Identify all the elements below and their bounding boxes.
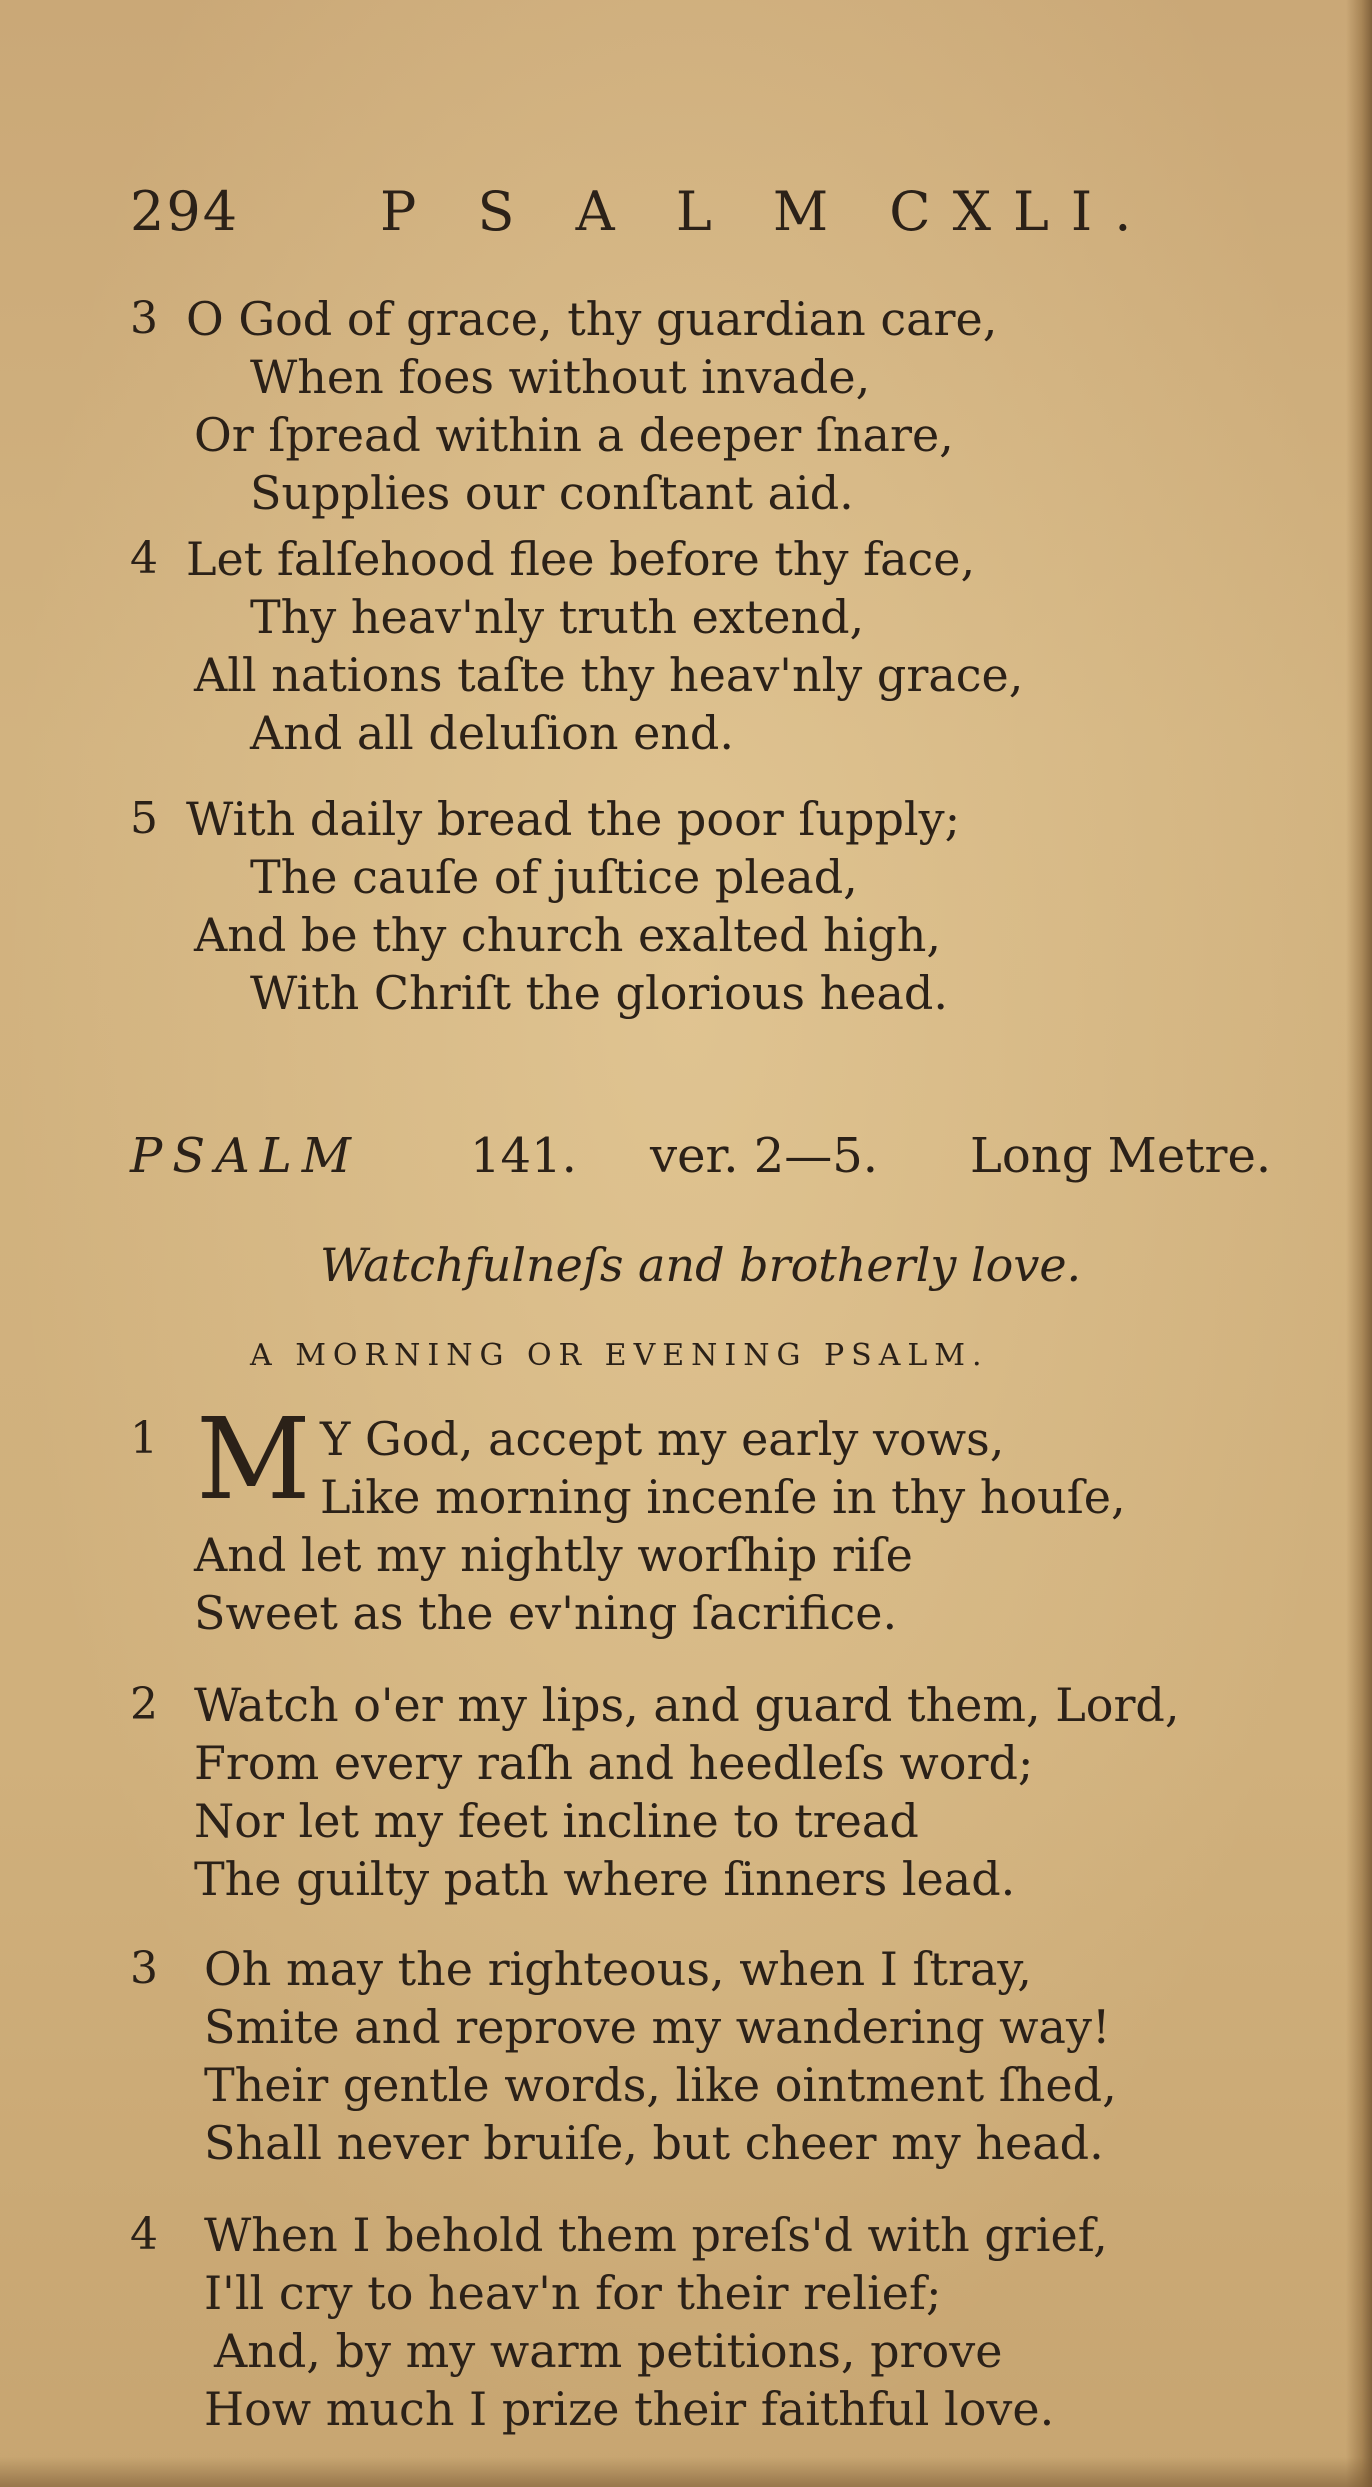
stanza-line: Watch o'er my lips, and guard them, Lord, — [194, 1678, 1180, 1732]
stanza-number: 5 — [130, 793, 158, 844]
stanza-number: 2 — [130, 1679, 158, 1730]
stanza-line: When I behold them preſs'd with grief, — [204, 2208, 1108, 2262]
stanza-line: From every raſh and heedleſs word; — [194, 1736, 1034, 1790]
stanza-line: Shall never bruiſe, but cheer my head. — [204, 2116, 1104, 2170]
stanza-line: Their gentle words, like ointment ſhed, — [204, 2058, 1117, 2112]
psalm-subtitle: Watchfulneſs and brotherly love. — [320, 1238, 1082, 1292]
psalm-number: 141. — [470, 1128, 577, 1184]
stanza-line: How much I prize their faithful love. — [204, 2382, 1055, 2436]
psalm-heading — [130, 1128, 1310, 1198]
stanza-line: The cauſe of juſtice plead, — [250, 850, 858, 904]
stanza-line: Let falſehood flee before thy face, — [186, 532, 976, 586]
stanza-line: Sweet as the ev'ning ſacrifice. — [194, 1586, 898, 1640]
stanza-number: 3 — [130, 293, 158, 344]
page-edge-shadow — [1346, 0, 1372, 2487]
stanza-line: Thy heav'nly truth extend, — [250, 590, 865, 644]
stanza-line: The guilty path where ſinners lead. — [194, 1852, 1016, 1906]
page-number: 294 — [130, 180, 240, 243]
psalm-metre: Long Metre. — [970, 1128, 1272, 1184]
psalm-verses: ver. 2—5. — [650, 1128, 879, 1184]
stanza-line: All nations taſte thy heav'nly grace, — [194, 648, 1024, 702]
stanza-line: And be thy church exalted high, — [194, 908, 942, 962]
stanza-line: Oh may the righteous, when I ſtray, — [204, 1942, 1032, 1996]
stanza-line: When foes without invade, — [250, 350, 871, 404]
running-title: P S A L M CXLI. — [380, 180, 1154, 243]
stanza-number: 3 — [130, 1943, 158, 1994]
page-bottom-shadow — [0, 2457, 1372, 2487]
stanza-line: And, by my warm petitions, prove — [214, 2324, 1003, 2378]
stanza-line: Like morning incenſe in thy houſe, — [320, 1470, 1126, 1524]
psalm-label: PSALM — [130, 1128, 361, 1184]
stanza-line: With Chriſt the glorious head. — [250, 966, 948, 1020]
stanza-line: I'll cry to heav'n for their relief; — [204, 2266, 942, 2320]
stanza-line: Nor let my feet incline to tread — [194, 1794, 919, 1848]
stanza-line: Y God, accept my early vows, — [320, 1412, 1005, 1466]
page-header — [130, 180, 1154, 250]
drop-cap: M — [196, 1395, 311, 1525]
stanza-line: Supplies our conſtant aid. — [250, 466, 854, 520]
stanza-line: With daily bread the poor ſupply; — [186, 792, 961, 846]
section-heading: A MORNING OR EVENING PSALM. — [250, 1338, 989, 1373]
stanza-number: 1 — [130, 1413, 158, 1464]
stanza-line: And let my nightly worſhip riſe — [194, 1528, 913, 1582]
stanza-line: Or ſpread within a deeper ſnare, — [194, 408, 954, 462]
stanza-number: 4 — [130, 2209, 158, 2260]
stanza-line: O God of grace, thy guardian care, — [186, 292, 998, 346]
stanza-line: Smite and reprove my wandering way! — [204, 2000, 1111, 2054]
stanza-line: And all deluſion end. — [250, 706, 734, 760]
stanza-number: 4 — [130, 533, 158, 584]
